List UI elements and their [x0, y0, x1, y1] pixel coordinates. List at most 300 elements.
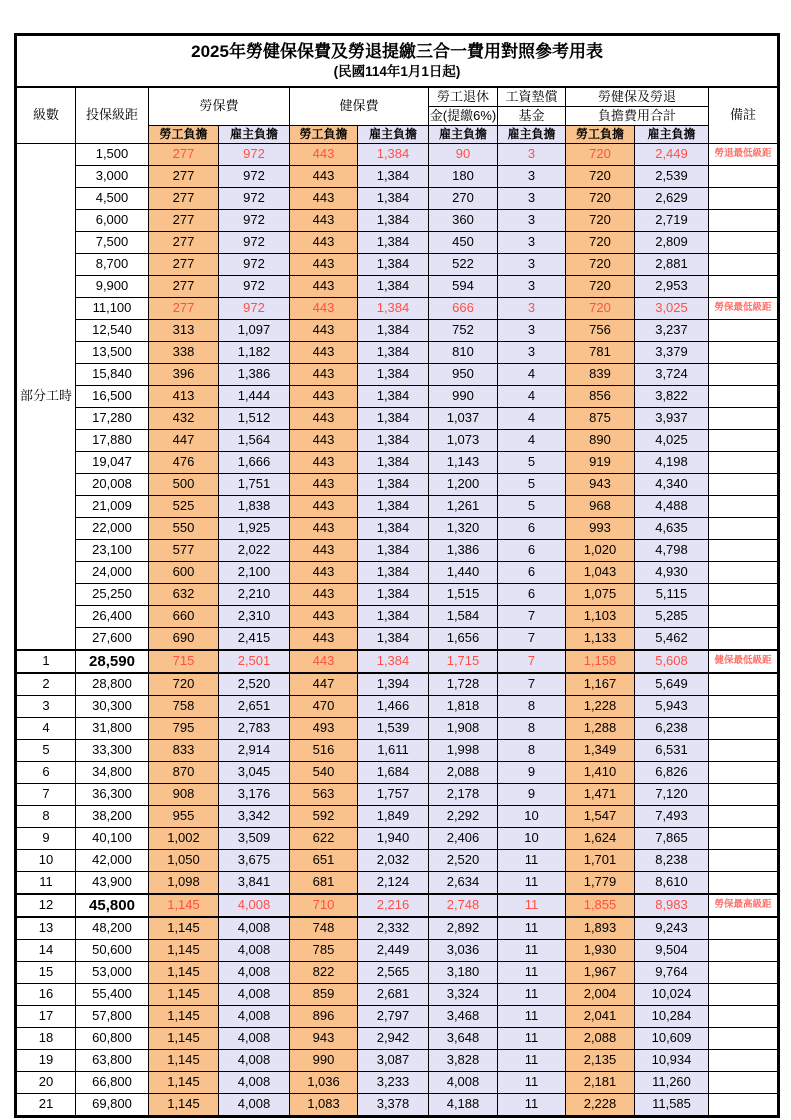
- value-cell: 1,020: [566, 540, 635, 562]
- value-cell: 1,466: [358, 696, 429, 718]
- remark-cell: [709, 562, 779, 584]
- value-cell: 2,634: [429, 872, 498, 895]
- header-level: 級數: [16, 87, 76, 144]
- bracket-cell: 28,800: [76, 673, 149, 696]
- level-cell: 9: [16, 828, 76, 850]
- table-row: [16, 188, 779, 210]
- value-cell: 6: [498, 518, 566, 540]
- value-cell: 4,798: [635, 540, 709, 562]
- table-row: [16, 1072, 779, 1094]
- value-cell: 1,930: [566, 940, 635, 962]
- remark-cell: [709, 584, 779, 606]
- value-cell: 1,849: [358, 806, 429, 828]
- value-cell: 2,088: [429, 762, 498, 784]
- value-cell: 9: [498, 762, 566, 784]
- table-row: [16, 828, 779, 850]
- value-cell: 1,384: [358, 606, 429, 628]
- value-cell: 443: [290, 650, 358, 673]
- level-cell: 10: [16, 850, 76, 872]
- value-cell: 11: [498, 1050, 566, 1072]
- remark-cell: [709, 1006, 779, 1028]
- value-cell: 1,611: [358, 740, 429, 762]
- value-cell: 11: [498, 1028, 566, 1050]
- value-cell: 1,684: [358, 762, 429, 784]
- table-row: [16, 894, 779, 917]
- table-row: [16, 1094, 779, 1117]
- value-cell: 2,292: [429, 806, 498, 828]
- value-cell: 3,180: [429, 962, 498, 984]
- value-cell: 2,651: [219, 696, 290, 718]
- value-cell: 10,024: [635, 984, 709, 1006]
- value-cell: 1,037: [429, 408, 498, 430]
- value-cell: 7: [498, 673, 566, 696]
- value-cell: 443: [290, 254, 358, 276]
- bracket-cell: 66,800: [76, 1072, 149, 1094]
- value-cell: 3: [498, 188, 566, 210]
- remark-cell: [709, 232, 779, 254]
- bracket-cell: 25,250: [76, 584, 149, 606]
- value-cell: 4: [498, 430, 566, 452]
- value-cell: 3,468: [429, 1006, 498, 1028]
- value-cell: 1,394: [358, 673, 429, 696]
- table-row: [16, 210, 779, 232]
- bracket-cell: 17,880: [76, 430, 149, 452]
- value-cell: 4,008: [219, 984, 290, 1006]
- remark-cell: [709, 210, 779, 232]
- value-cell: 1,145: [149, 894, 219, 917]
- bracket-cell: 33,300: [76, 740, 149, 762]
- value-cell: 443: [290, 518, 358, 540]
- value-cell: 4,188: [429, 1094, 498, 1117]
- header-remark: 備註: [709, 87, 779, 144]
- value-cell: 1,384: [358, 210, 429, 232]
- premium-table: [14, 33, 780, 1118]
- value-cell: 443: [290, 430, 358, 452]
- bracket-cell: 28,590: [76, 650, 149, 673]
- bracket-cell: 4,500: [76, 188, 149, 210]
- bracket-cell: 26,400: [76, 606, 149, 628]
- value-cell: 11,260: [635, 1072, 709, 1094]
- page-title: 2025年勞健保保費及勞退提繳三合一費用對照參考用表: [191, 42, 603, 62]
- value-cell: 592: [290, 806, 358, 828]
- value-cell: 443: [290, 408, 358, 430]
- value-cell: 1,728: [429, 673, 498, 696]
- value-cell: 1,182: [219, 342, 290, 364]
- level-cell: 17: [16, 1006, 76, 1028]
- remark-cell: 勞保最高級距: [709, 894, 779, 917]
- value-cell: 1,624: [566, 828, 635, 850]
- table-row: [16, 1006, 779, 1028]
- value-cell: 1,145: [149, 917, 219, 940]
- value-cell: 972: [219, 188, 290, 210]
- header-pension-line1: 勞工退休: [429, 87, 498, 107]
- value-cell: 10: [498, 806, 566, 828]
- value-cell: 968: [566, 496, 635, 518]
- value-cell: 10: [498, 828, 566, 850]
- value-cell: 9: [498, 784, 566, 806]
- value-cell: 338: [149, 342, 219, 364]
- value-cell: 2,449: [635, 144, 709, 166]
- value-cell: 2,520: [219, 673, 290, 696]
- value-cell: 5,285: [635, 606, 709, 628]
- value-cell: 6,826: [635, 762, 709, 784]
- table-row: [16, 518, 779, 540]
- remark-cell: [709, 696, 779, 718]
- remark-cell: [709, 188, 779, 210]
- value-cell: 2,004: [566, 984, 635, 1006]
- value-cell: 1,384: [358, 430, 429, 452]
- value-cell: 2,809: [635, 232, 709, 254]
- value-cell: 11: [498, 940, 566, 962]
- value-cell: 277: [149, 298, 219, 320]
- value-cell: 413: [149, 386, 219, 408]
- remark-cell: [709, 628, 779, 651]
- level-cell: 1: [16, 650, 76, 673]
- value-cell: 2,210: [219, 584, 290, 606]
- value-cell: 1,384: [358, 232, 429, 254]
- value-cell: 5,608: [635, 650, 709, 673]
- value-cell: 1,444: [219, 386, 290, 408]
- table-row: [16, 606, 779, 628]
- value-cell: 6: [498, 584, 566, 606]
- value-cell: 1,967: [566, 962, 635, 984]
- value-cell: 1,751: [219, 474, 290, 496]
- value-cell: 2,406: [429, 828, 498, 850]
- level-cell: 19: [16, 1050, 76, 1072]
- value-cell: 1,103: [566, 606, 635, 628]
- value-cell: 443: [290, 452, 358, 474]
- value-cell: 3,025: [635, 298, 709, 320]
- value-cell: 396: [149, 364, 219, 386]
- level-cell: 13: [16, 917, 76, 940]
- value-cell: 3: [498, 342, 566, 364]
- value-cell: 1,384: [358, 276, 429, 298]
- remark-cell: [709, 718, 779, 740]
- value-cell: 972: [219, 144, 290, 166]
- value-cell: 1,386: [429, 540, 498, 562]
- bracket-cell: 34,800: [76, 762, 149, 784]
- value-cell: 11: [498, 1072, 566, 1094]
- value-cell: 432: [149, 408, 219, 430]
- header-wage-fund-line2: 基金: [498, 107, 566, 126]
- bracket-cell: 6,000: [76, 210, 149, 232]
- value-cell: 443: [290, 144, 358, 166]
- value-cell: 2,100: [219, 562, 290, 584]
- value-cell: 8,983: [635, 894, 709, 917]
- value-cell: 1,384: [358, 166, 429, 188]
- header-row-1: [16, 87, 779, 107]
- value-cell: 4,008: [219, 940, 290, 962]
- value-cell: 4,008: [429, 1072, 498, 1094]
- value-cell: 180: [429, 166, 498, 188]
- bracket-cell: 45,800: [76, 894, 149, 917]
- value-cell: 7: [498, 650, 566, 673]
- value-cell: 540: [290, 762, 358, 784]
- remark-cell: [709, 1072, 779, 1094]
- remark-cell: 健保最低級距: [709, 650, 779, 673]
- value-cell: 972: [219, 254, 290, 276]
- value-cell: 1,097: [219, 320, 290, 342]
- value-cell: 3,045: [219, 762, 290, 784]
- value-cell: 1,384: [358, 298, 429, 320]
- value-cell: 3,841: [219, 872, 290, 895]
- value-cell: 748: [290, 917, 358, 940]
- value-cell: 450: [429, 232, 498, 254]
- value-cell: 11: [498, 962, 566, 984]
- value-cell: 277: [149, 232, 219, 254]
- value-cell: 3,237: [635, 320, 709, 342]
- table-row: [16, 386, 779, 408]
- value-cell: 2,914: [219, 740, 290, 762]
- value-cell: 2,228: [566, 1094, 635, 1117]
- value-cell: 1,043: [566, 562, 635, 584]
- value-cell: 3,648: [429, 1028, 498, 1050]
- value-cell: 1,539: [358, 718, 429, 740]
- value-cell: 2,022: [219, 540, 290, 562]
- bracket-cell: 38,200: [76, 806, 149, 828]
- value-cell: 1,384: [358, 584, 429, 606]
- table-row: [16, 320, 779, 342]
- value-cell: 4,198: [635, 452, 709, 474]
- value-cell: 2,539: [635, 166, 709, 188]
- table-row: [16, 562, 779, 584]
- value-cell: 1,143: [429, 452, 498, 474]
- value-cell: 1,998: [429, 740, 498, 762]
- remark-cell: [709, 917, 779, 940]
- value-cell: 443: [290, 166, 358, 188]
- level-cell: 12: [16, 894, 76, 917]
- bracket-cell: 20,008: [76, 474, 149, 496]
- value-cell: 9,764: [635, 962, 709, 984]
- subheader-total-employee: 勞工負擔: [566, 126, 635, 144]
- value-cell: 720: [149, 673, 219, 696]
- value-cell: 2,501: [219, 650, 290, 673]
- value-cell: 443: [290, 276, 358, 298]
- value-cell: 2,032: [358, 850, 429, 872]
- table-row: [16, 474, 779, 496]
- value-cell: 577: [149, 540, 219, 562]
- value-cell: 4: [498, 364, 566, 386]
- value-cell: 10,284: [635, 1006, 709, 1028]
- value-cell: 1,666: [219, 452, 290, 474]
- table-row: [16, 430, 779, 452]
- value-cell: 690: [149, 628, 219, 651]
- table-row: [16, 364, 779, 386]
- value-cell: 990: [429, 386, 498, 408]
- value-cell: 11: [498, 850, 566, 872]
- value-cell: 1,512: [219, 408, 290, 430]
- table-row: [16, 984, 779, 1006]
- value-cell: 1,145: [149, 1028, 219, 1050]
- value-cell: 870: [149, 762, 219, 784]
- table-row: [16, 144, 779, 166]
- value-cell: 3,342: [219, 806, 290, 828]
- remark-cell: [709, 320, 779, 342]
- value-cell: 2,681: [358, 984, 429, 1006]
- value-cell: 993: [566, 518, 635, 540]
- value-cell: 443: [290, 474, 358, 496]
- value-cell: 1,036: [290, 1072, 358, 1094]
- subheader-total-employer: 雇主負擔: [635, 126, 709, 144]
- table-row: [16, 872, 779, 895]
- value-cell: 1,701: [566, 850, 635, 872]
- value-cell: 3,509: [219, 828, 290, 850]
- bracket-cell: 17,280: [76, 408, 149, 430]
- table-row: [16, 584, 779, 606]
- value-cell: 8,238: [635, 850, 709, 872]
- value-cell: 8,610: [635, 872, 709, 895]
- value-cell: 1,384: [358, 320, 429, 342]
- value-cell: 563: [290, 784, 358, 806]
- value-cell: 5,943: [635, 696, 709, 718]
- bracket-cell: 30,300: [76, 696, 149, 718]
- remark-cell: 勞保最低級距: [709, 298, 779, 320]
- level-cell: 5: [16, 740, 76, 762]
- remark-cell: [709, 540, 779, 562]
- value-cell: 2,135: [566, 1050, 635, 1072]
- table-row: [16, 540, 779, 562]
- remark-cell: [709, 940, 779, 962]
- value-cell: 3,233: [358, 1072, 429, 1094]
- value-cell: 839: [566, 364, 635, 386]
- value-cell: 1,384: [358, 342, 429, 364]
- value-cell: 1,349: [566, 740, 635, 762]
- value-cell: 1,145: [149, 940, 219, 962]
- value-cell: 1,075: [566, 584, 635, 606]
- level-cell: 8: [16, 806, 76, 828]
- remark-cell: [709, 452, 779, 474]
- value-cell: 972: [219, 166, 290, 188]
- value-cell: 2,332: [358, 917, 429, 940]
- bracket-cell: 16,500: [76, 386, 149, 408]
- bracket-cell: 36,300: [76, 784, 149, 806]
- value-cell: 1,288: [566, 718, 635, 740]
- level-cell: 6: [16, 762, 76, 784]
- value-cell: 4,008: [219, 1094, 290, 1117]
- title-cell: [16, 35, 779, 88]
- value-cell: 443: [290, 628, 358, 651]
- value-cell: 5,462: [635, 628, 709, 651]
- value-cell: 1,925: [219, 518, 290, 540]
- value-cell: 443: [290, 540, 358, 562]
- value-cell: 1,145: [149, 1006, 219, 1028]
- value-cell: 1,133: [566, 628, 635, 651]
- bracket-cell: 15,840: [76, 364, 149, 386]
- value-cell: 3,822: [635, 386, 709, 408]
- table-row: [16, 673, 779, 696]
- remark-cell: [709, 762, 779, 784]
- bracket-cell: 9,900: [76, 276, 149, 298]
- value-cell: 972: [219, 298, 290, 320]
- value-cell: 681: [290, 872, 358, 895]
- table-row: [16, 784, 779, 806]
- value-cell: 277: [149, 188, 219, 210]
- remark-cell: [709, 1050, 779, 1072]
- remark-cell: [709, 673, 779, 696]
- value-cell: 1,145: [149, 962, 219, 984]
- value-cell: 493: [290, 718, 358, 740]
- value-cell: 2,942: [358, 1028, 429, 1050]
- header-health-insurance: 健保費: [290, 87, 429, 126]
- value-cell: 1,384: [358, 144, 429, 166]
- value-cell: 3: [498, 254, 566, 276]
- value-cell: 3,675: [219, 850, 290, 872]
- remark-cell: [709, 430, 779, 452]
- remark-cell: [709, 276, 779, 298]
- remark-cell: [709, 386, 779, 408]
- value-cell: 5: [498, 496, 566, 518]
- bracket-cell: 11,100: [76, 298, 149, 320]
- value-cell: 1,002: [149, 828, 219, 850]
- bracket-cell: 19,047: [76, 452, 149, 474]
- value-cell: 859: [290, 984, 358, 1006]
- remark-cell: [709, 962, 779, 984]
- value-cell: 500: [149, 474, 219, 496]
- value-cell: 277: [149, 254, 219, 276]
- value-cell: 11: [498, 1006, 566, 1028]
- remark-cell: [709, 806, 779, 828]
- table-row: [16, 452, 779, 474]
- value-cell: 4,008: [219, 917, 290, 940]
- value-cell: 5,649: [635, 673, 709, 696]
- table-row: [16, 342, 779, 364]
- level-cell: 3: [16, 696, 76, 718]
- value-cell: 1,145: [149, 1050, 219, 1072]
- value-cell: 4,008: [219, 962, 290, 984]
- value-cell: 6: [498, 540, 566, 562]
- value-cell: 1,940: [358, 828, 429, 850]
- value-cell: 447: [290, 673, 358, 696]
- value-cell: 443: [290, 562, 358, 584]
- value-cell: 2,124: [358, 872, 429, 895]
- value-cell: 833: [149, 740, 219, 762]
- value-cell: 277: [149, 210, 219, 232]
- table-row: [16, 762, 779, 784]
- table-row: [16, 650, 779, 673]
- table-row: [16, 962, 779, 984]
- value-cell: 277: [149, 166, 219, 188]
- table-row: [16, 740, 779, 762]
- value-cell: 2,178: [429, 784, 498, 806]
- value-cell: 715: [149, 650, 219, 673]
- bracket-cell: 22,000: [76, 518, 149, 540]
- value-cell: 2,953: [635, 276, 709, 298]
- title-row: [16, 35, 779, 88]
- value-cell: 443: [290, 364, 358, 386]
- value-cell: 781: [566, 342, 635, 364]
- value-cell: 2,088: [566, 1028, 635, 1050]
- value-cell: 1,167: [566, 673, 635, 696]
- table-body: [16, 144, 779, 1117]
- bracket-cell: 31,800: [76, 718, 149, 740]
- value-cell: 4: [498, 386, 566, 408]
- value-cell: 1,440: [429, 562, 498, 584]
- value-cell: 720: [566, 144, 635, 166]
- remark-cell: [709, 1028, 779, 1050]
- value-cell: 470: [290, 696, 358, 718]
- value-cell: 594: [429, 276, 498, 298]
- level-cell: 11: [16, 872, 76, 895]
- header-wage-fund-line1: 工資墊償: [498, 87, 566, 107]
- bracket-cell: 21,009: [76, 496, 149, 518]
- value-cell: 896: [290, 1006, 358, 1028]
- value-cell: 4,930: [635, 562, 709, 584]
- value-cell: 1,384: [358, 518, 429, 540]
- subheader-labor-employer: 雇主負擔: [219, 126, 290, 144]
- remark-cell: [709, 984, 779, 1006]
- value-cell: 476: [149, 452, 219, 474]
- value-cell: 443: [290, 232, 358, 254]
